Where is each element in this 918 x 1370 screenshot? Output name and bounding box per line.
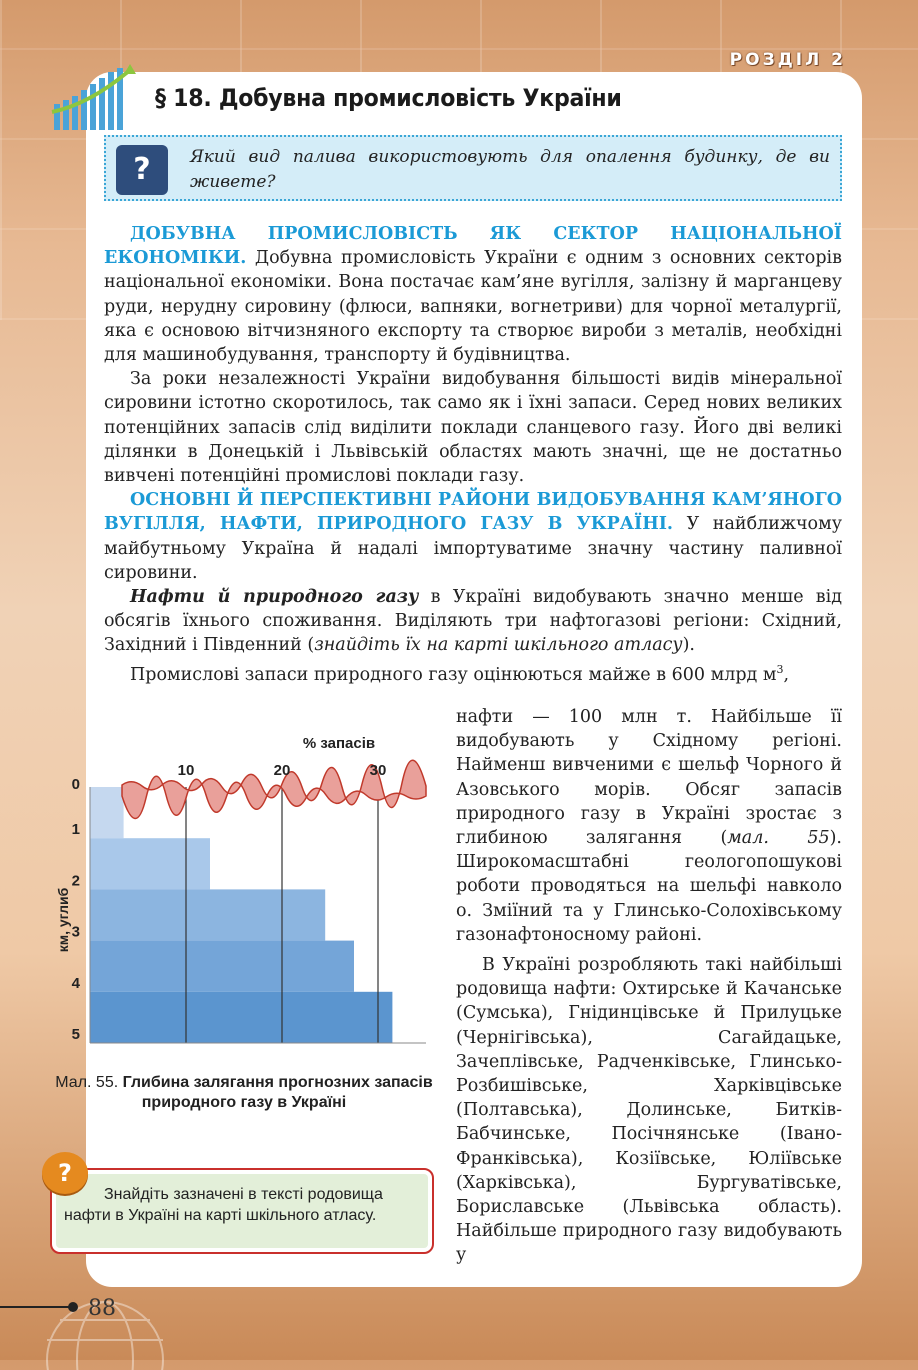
column-text-a: нафти — 100 млн т. Найбільше її видобувають у Східному регіоні. Найменш вивченими є шельф Чорного й Азовського морів. Обсяг запасів природного газу в Україні зростає з глибиною залягання ( [456,707,842,849]
depth-bar [90,838,210,889]
chart-ylabel: км, углиб [55,887,71,953]
page-title: § 18. Добувна промисловість України [155,84,622,112]
paragraph-5 [104,658,842,687]
y-tick-label: 2 [71,872,80,890]
depth-bar [90,787,124,838]
depth-bar [90,992,392,1043]
right-column [456,705,842,1268]
gas-depth-chart [54,730,444,1050]
question-box [104,135,842,201]
paragraph-3 [104,488,842,585]
growth-chart-icon [50,64,140,134]
question-icon: ? [116,145,168,195]
figure-ref: мал. 55 [727,828,830,849]
page-dot [68,1302,78,1312]
task-text: Знайдіть зазначені в тексті родовища нафти в Україні на карті шкільного атласу. [64,1186,383,1224]
paragraph-1-text: Добувна промисловість України є одним з основних секторів національної економіки. Вона постачає кам’яне вугілля, залізну й марганцеву руди, нерудну сировину (флюси, вапняки, вогнетриви) для чорної металургії, яка є основою вітчизняного експорту та створює вироби з металів, необхідні для машинобудування, транспорту й будівництва. [104,248,842,366]
y-tick-label: 3 [71,923,80,941]
x-tick-label: 20 [273,762,291,779]
heading-extraction-sector: ДОБУВНА ПРОМИСЛОВІСТЬ ЯК СЕКТОР НАЦІОНАЛЬНОЇ ЕКОНОМІКИ. [104,224,842,269]
y-tick-label: 5 [71,1026,80,1043]
paragraph-1 [104,222,842,367]
paragraph-5-tail: , [783,664,790,685]
page-number: 88 [88,1296,116,1321]
column-paragraph-2: В Україні розробляють такі найбільші родовища нафти: Охтирське й Качанське (Сумська), Гнідинцівське й Прилуцьке (Чернігівська), Сагайдацьке, Зачеплівське, Радченківське, Глинсько-Розбишівське, Харківцівське (Полтавська), Долинське, Битків-Бабчинське, Посічнянське (Івано-Франківська), Козіївське, Юліївське (Харківська), Бургуватівське, Бориславське (Львівська область). Найбільше природного газу видобувають у [456,955,842,1266]
caption-title: Глибина залягання прогнозних запасів природного газу в Україні [122,1074,433,1111]
y-tick-label: 4 [71,974,80,992]
task-box-inner [56,1174,428,1248]
atlas-hint: знайдіть їх на карті шкільного атласу [314,635,683,656]
caption-prefix: Мал. 55. [55,1074,123,1091]
depth-bar [90,889,325,940]
y-tick-label: 1 [71,821,80,839]
depth-bar [90,941,354,992]
question-text: Який вид палива використовують для опалення будинку, де ви живете? [190,147,830,192]
y-tick-label: 0 [71,776,80,793]
column-paragraph-1 [456,705,842,947]
paragraph-3-text: У найближчому майбутньому Україна й надалі імпортуватиме значну частину паливної сировини. [104,514,842,583]
x-tick-label: 30 [369,762,387,779]
page-rule [0,1306,72,1308]
x-tick-label: 10 [177,762,195,779]
heading-main-regions: ОСНОВНІ Й ПЕРСПЕКТИВНІ РАЙОНИ ВИДОБУВАННЯ КАМ’ЯНОГО ВУГІЛЛЯ, НАФТИ, ПРИРОДНОГО ГАЗУ В УКРАЇНІ. [104,490,842,535]
paragraph-4-end: ). [682,635,695,656]
chart-title: % запасів [302,735,376,752]
paragraph-2: За роки незалежності України видобування більшості видів мінеральної сировини істотно скоротилось, так само як і їхні запаси. Серед нових великих потенційних запасів слід виділити поклади сланцевого газу. Його дві великі ділянки в Донецькій і Львівській областях мають значні, ще не достатньо вивчені потенційні промислові поклади газу. [104,369,842,487]
figure-caption [54,1073,434,1113]
task-question-icon: ? [42,1152,88,1194]
task-box [50,1168,434,1254]
column-text-b: ). Широкомасштабні геологопошукові роботи проводяться на шельфі навколо о. Зміїний та у Глинсько-Солохівському газонафтоносному районі. [456,828,842,945]
paragraph-4-text: в Україні видобувають значно менше від обсягів їхнього споживання. Виділяють три нафтогазові регіони: Східний, Західний і Південний ( [104,587,843,656]
paragraph-4 [104,585,842,658]
section-label: РОЗДІЛ 2 [729,50,846,70]
oil-gas-lead: Нафти й природного газу [130,587,419,608]
paragraph-5-text: Промислові запаси природного газу оцінюються майже в 600 млрд м [130,664,777,685]
cubic-sup: 3 [776,662,784,676]
main-text [104,222,842,687]
